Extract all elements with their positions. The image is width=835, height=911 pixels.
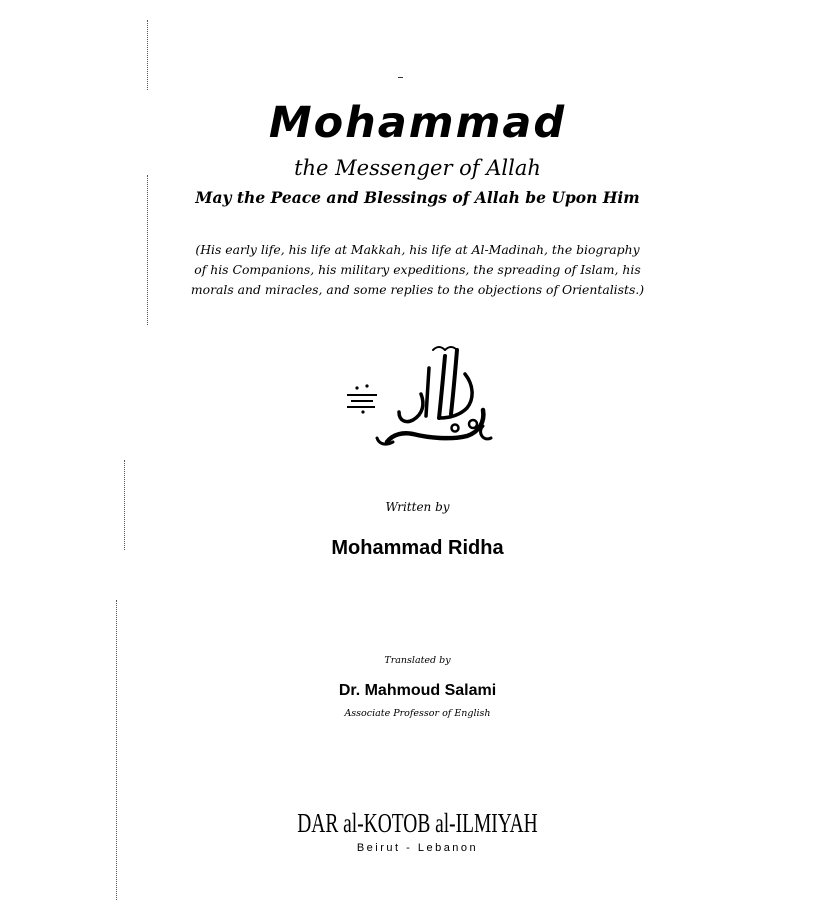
description-line: (His early life, his life at Makkah, his life at Al-Madinah, the biography [195, 242, 640, 257]
author-name: Mohammad Ridha [331, 537, 504, 559]
written-by-label: Written by [385, 500, 450, 514]
publisher-name: DAR al-KOTOB al-ILMIYAH [297, 808, 538, 838]
translator-name: Dr. Mahmoud Salami [338, 682, 497, 699]
book-subtitle: the Messenger of Allah [294, 156, 541, 180]
description-line: of his Companions, his military expeditions, the spreading of Islam, his [194, 262, 641, 277]
scan-speckle [147, 20, 149, 90]
blessing-line: May the Peace and Blessings of Allah be Upon Him [195, 188, 640, 207]
description-line: morals and miracles, and some replies to the objections of Orientalists.) [190, 282, 645, 297]
book-description [100, 240, 735, 300]
scan-speckle [116, 600, 118, 900]
scan-mark [398, 77, 403, 78]
book-title: Mohammad [268, 98, 567, 148]
arabic-calligraphy-icon [333, 338, 503, 453]
translator-title: Associate Professor of English [344, 708, 491, 719]
publisher-city: Beirut - Lebanon [356, 842, 479, 854]
translated-by-label: Translated by [384, 655, 451, 666]
